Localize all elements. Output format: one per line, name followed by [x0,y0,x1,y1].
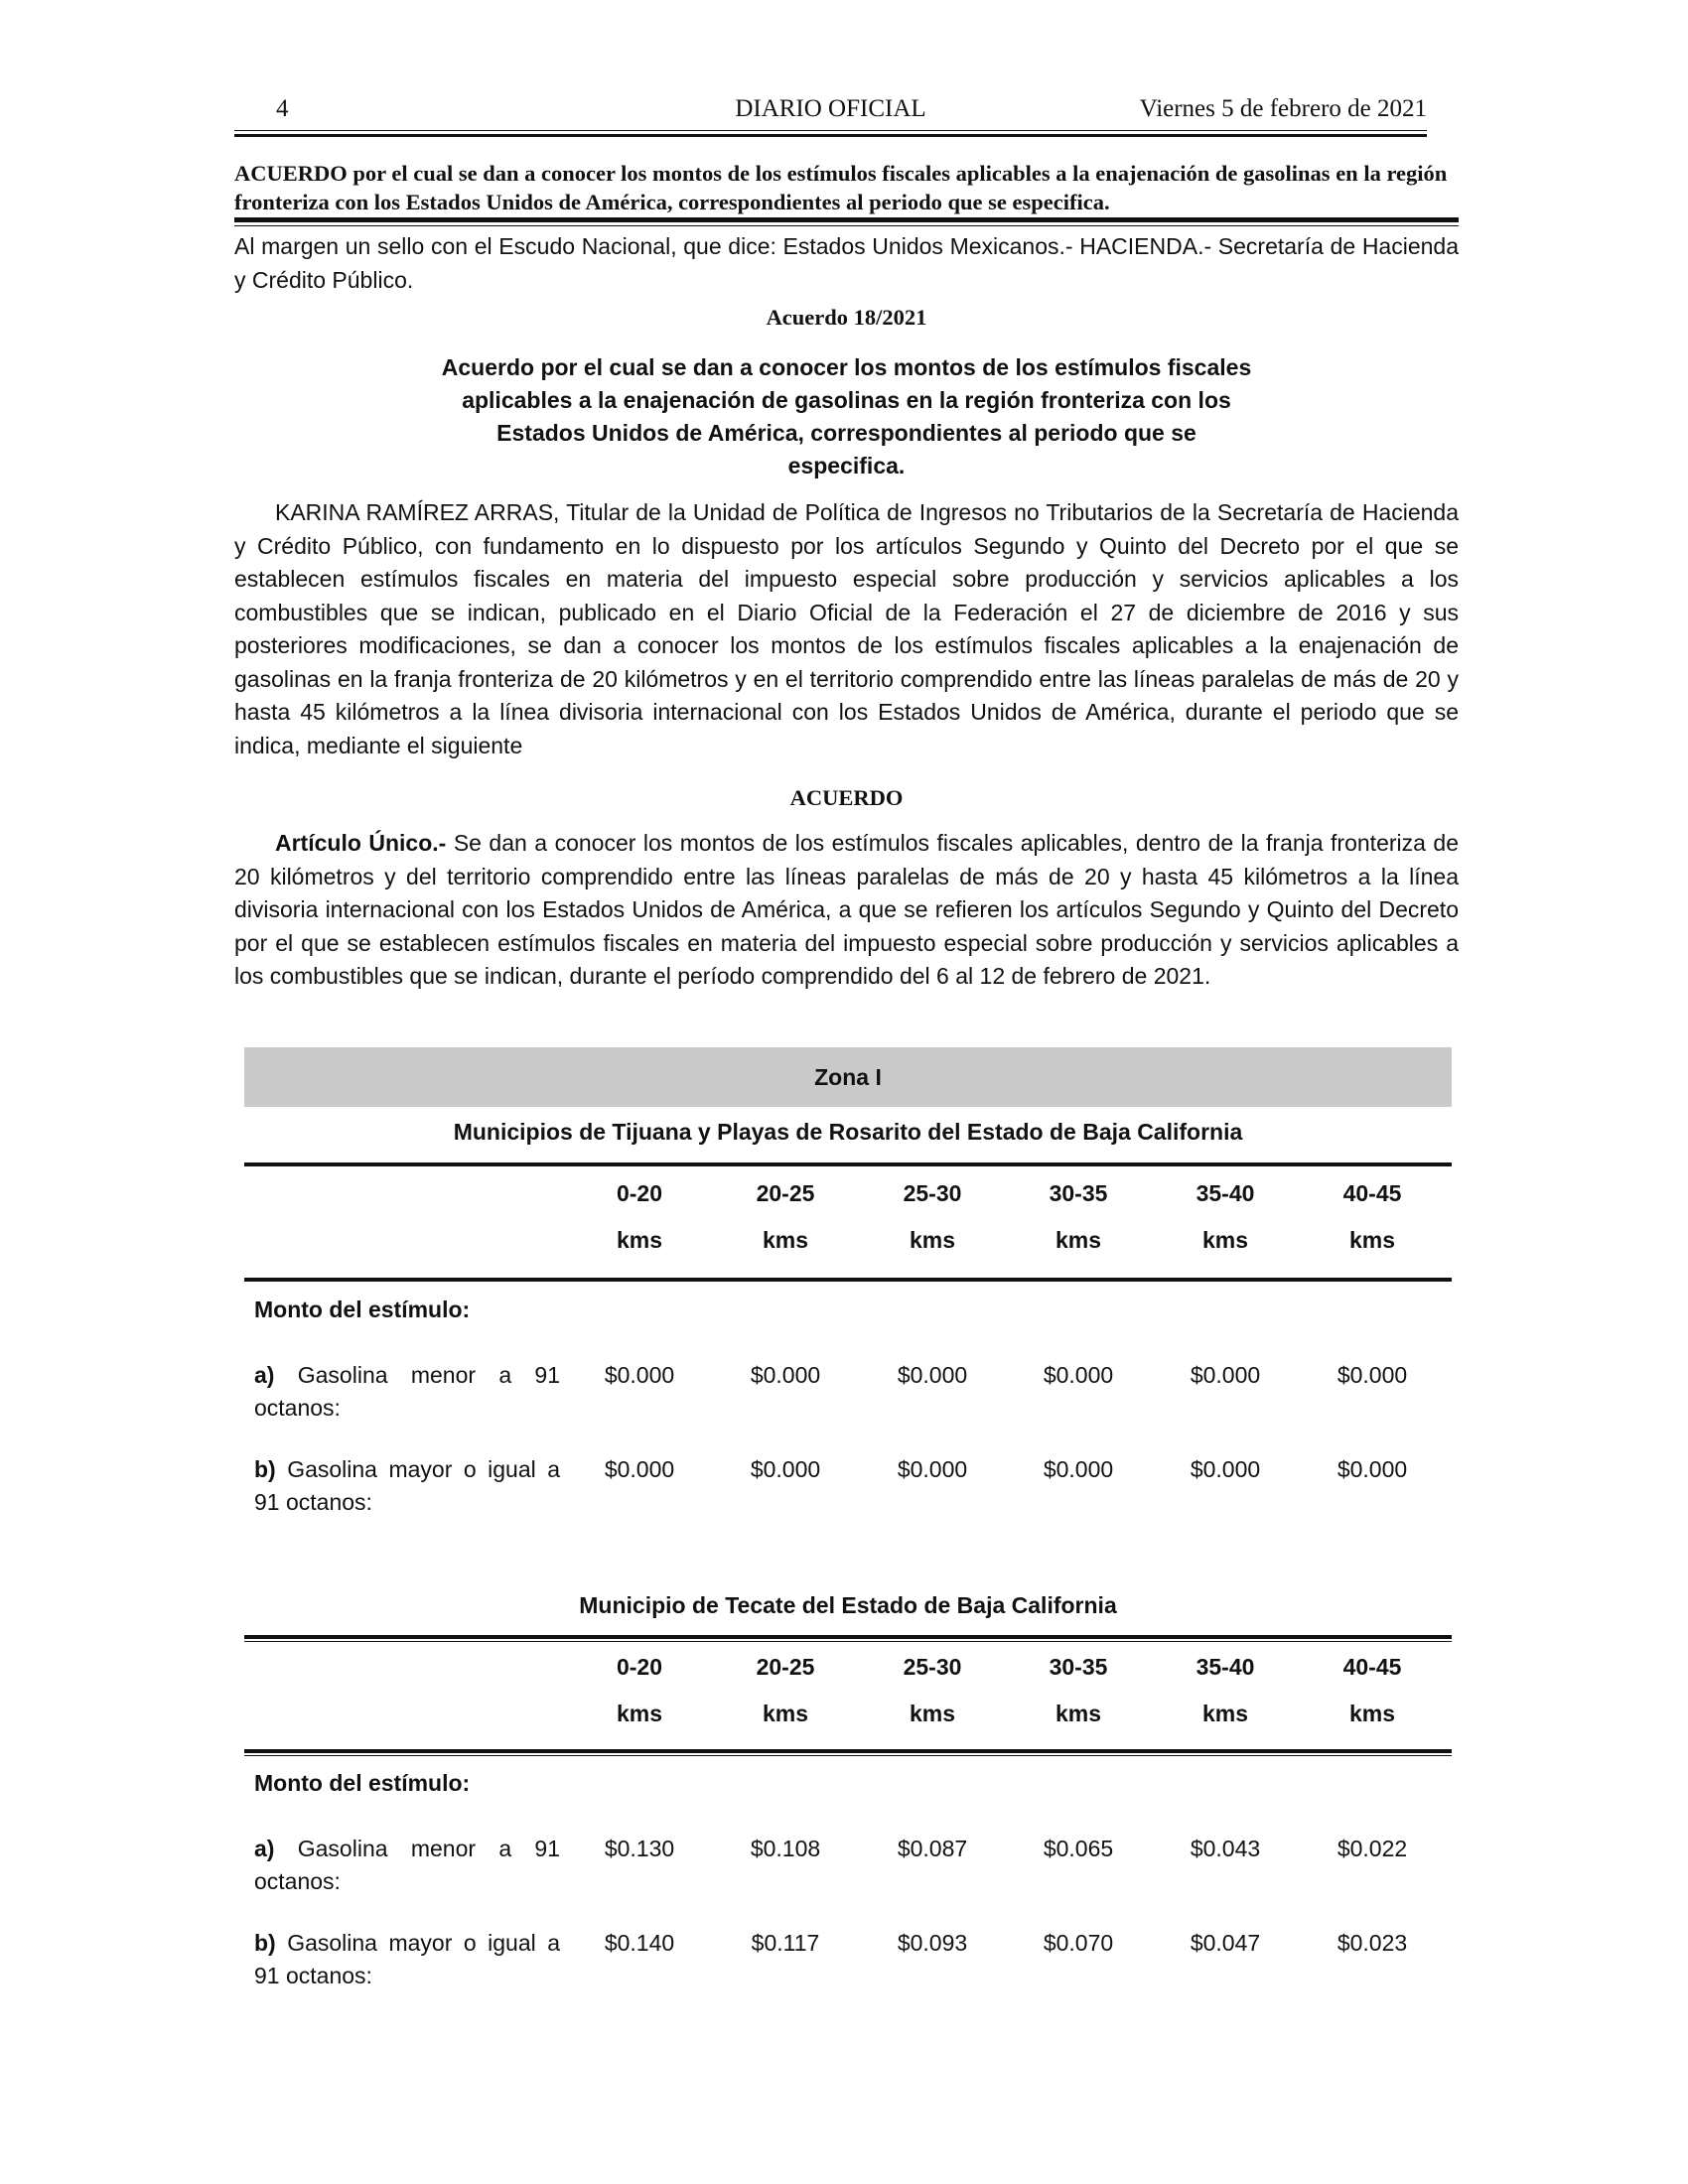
table-header-rule-thin [244,1755,1452,1756]
publication-name: DIARIO OFICIAL [735,95,926,122]
col-header-0-20: 0-20 kms [616,1654,663,1726]
table-caption: Municipio de Tecate del Estado de Baja California [579,1592,1117,1618]
page-header [234,95,1427,131]
value-cell: $0.117 [751,1930,820,1956]
value-cell: $0.000 [897,1456,968,1482]
monto-label: Monto del estímulo: [254,1770,471,1796]
agreement-number: Acuerdo 18/2021 [766,305,927,330]
value-cell: $0.130 [604,1836,675,1861]
title-rule-thick [234,217,1459,222]
col-header-30-35: 30-35 kms [1049,1180,1108,1253]
value-cell: $0.022 [1336,1836,1408,1861]
row-label-b: b) Gasolina mayor o igual a 91 octanos: [254,1930,560,1988]
col-header-25-30: 25-30 kms [903,1654,962,1726]
table-top-rule-thin [244,1641,1452,1642]
monto-label: Monto del estímulo: [254,1297,471,1322]
col-header-40-45: 40-45 kms [1342,1654,1402,1726]
value-cell: $0.043 [1190,1836,1261,1861]
article-paragraph [234,827,1459,994]
page-number: 4 [276,95,289,122]
row-label-b: b) Gasolina mayor o igual a 91 octanos: [254,1456,560,1515]
stimulus-table-tijuana [244,1107,1452,1524]
value-cell: $0.000 [1043,1362,1114,1388]
document-title: ACUERDO por el cual se dan a conocer los montos de los estímulos fiscales aplicables a la enajenación de gasolinas en la región fronteriza con los Estados Unidos de América, correspondientes al periodo que se especifica. [234,161,1448,214]
article-text: Se dan a conocer los montos de los estímulos fiscales aplicables, dentro de la franja fronteriza de 20 kilómetros y del territorio comprendido entre las líneas paralelas de más de 20 y hasta 45 kilómetros a la línea divisoria internacional con los Estados Unidos de América, a que se refieren los artículos Segundo y Quinto del Decreto por el que se establecen estímulos fiscales en materia del impuesto especial sobre producción y servicios aplicables a los combustibles que se indican, durante el período comprendido del 6 al 12 de febrero de 2021. [234,830,1459,989]
value-cell: $0.023 [1336,1930,1408,1956]
agreement-subtitle: Acuerdo por el cual se dan a conocer los montos de los estímulos fiscales aplicables a la enajenación de gasolinas en la región fronteriza con los Estados Unidos de América, correspondientes al periodo que se especifica. [441,354,1252,478]
value-cell: $0.108 [750,1836,821,1861]
header-rule [234,130,1427,131]
col-header-20-25: 20-25 kms [756,1654,815,1726]
col-header-0-20: 0-20 kms [616,1180,663,1253]
value-cell: $0.000 [1336,1456,1408,1482]
value-cell: $0.093 [897,1930,968,1956]
table-header-rule [244,1749,1452,1753]
value-cell: $0.070 [1043,1930,1114,1956]
header-rule-thick [234,134,1427,137]
value-cell: $0.000 [1043,1456,1114,1482]
acuerdo-heading: ACUERDO [789,785,904,810]
zona-banner: Zona I [244,1047,1452,1107]
article-label: Artículo Único.- [275,830,447,856]
row-label-a: a) Gasolina menor a 91 octanos: [254,1836,560,1894]
value-cell: $0.000 [1336,1362,1408,1388]
col-header-35-40: 35-40 kms [1196,1180,1255,1253]
stimulus-table-tecate [244,1580,1452,1997]
intro-paragraph: KARINA RAMÍREZ ARRAS, Titular de la Unidad de Política de Ingresos no Tributarios de la Secretaría de Hacienda y Crédito Público, con fundamento en lo dispuesto por los artículos Segundo y Quinto del Decreto por el que se establecen estímulos fiscales en materia del impuesto especial sobre producción y servicios aplicables a los combustibles que se indican, publicado en el Diario Oficial de la Federación el 27 de diciembre de 2016 y sus posteriores modificaciones, se dan a conocer los montos de los estímulos fiscales aplicables a la enajenación de gasolinas en la franja fronteriza de 20 kilómetros y en el territorio comprendido entre las líneas paralelas de más de 20 y hasta 45 kilómetros a la línea divisoria internacional con los Estados Unidos de América, durante el periodo que se indica, mediante el siguiente [234,499,1459,758]
table-caption: Municipios de Tijuana y Playas de Rosarito del Estado de Baja California [453,1119,1243,1145]
value-cell: $0.000 [604,1456,675,1482]
value-cell: $0.000 [897,1362,968,1388]
title-rule-thin [234,225,1459,226]
value-cell: $0.087 [897,1836,968,1861]
margin-note: Al margen un sello con el Escudo Nacional, que dice: Estados Unidos Mexicanos.- HACIENDA.- Secretaría de Hacienda y Crédito Público. [234,233,1459,293]
table-top-rule [244,1635,1452,1639]
col-header-35-40: 35-40 kms [1196,1654,1255,1726]
table-top-rule [244,1162,1452,1166]
value-cell: $0.140 [604,1930,675,1956]
table-header-rule [244,1278,1452,1282]
value-cell: $0.000 [750,1456,821,1482]
publication-date: Viernes 5 de febrero de 2021 [1139,95,1427,122]
value-cell: $0.000 [1190,1456,1261,1482]
value-cell: $0.047 [1190,1930,1261,1956]
value-cell: $0.065 [1043,1836,1114,1861]
value-cell: $0.000 [604,1362,675,1388]
value-cell: $0.000 [1190,1362,1261,1388]
col-header-25-30: 25-30 kms [903,1180,962,1253]
col-header-30-35: 30-35 kms [1049,1654,1108,1726]
col-header-20-25: 20-25 kms [756,1180,815,1253]
value-cell: $0.000 [750,1362,821,1388]
col-header-40-45: 40-45 kms [1342,1180,1402,1253]
row-label-a: a) Gasolina menor a 91 octanos: [254,1362,560,1421]
